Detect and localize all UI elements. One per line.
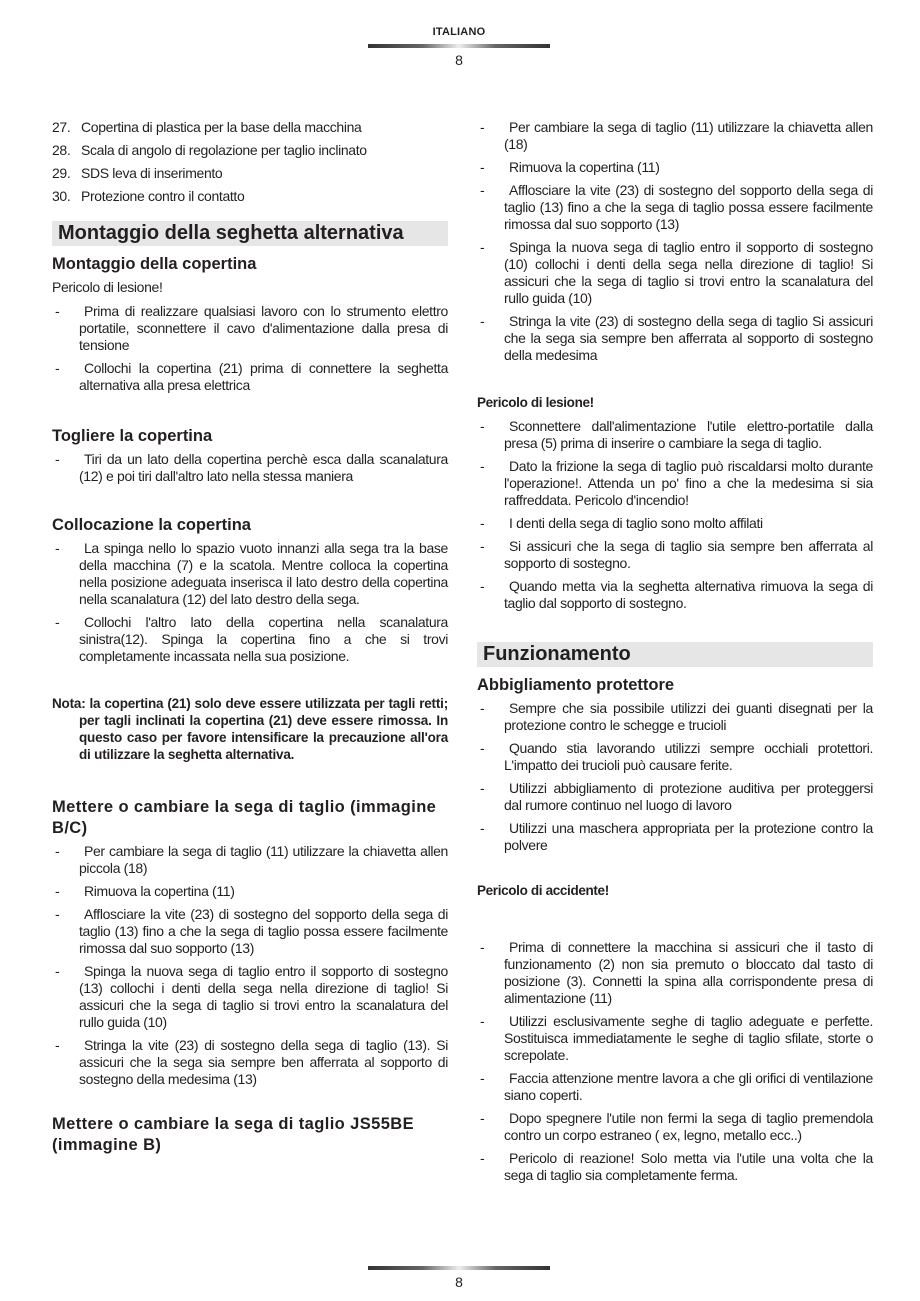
bullet-item (477, 780, 873, 814)
section-heading: Funzionamento (477, 642, 873, 667)
bullet-text: - Prima di connettere la macchina si assicuri che il tasto di funzionamento (2) non sia premuto o bloccato dal tasto di posizione (3). Connetti la spina alla corrispondente presa di alimentazione (11) (504, 939, 873, 1006)
bullet-text: - Per cambiare la sega di taglio (11) utilizzare la chiavetta allen piccola (18) (79, 843, 448, 876)
list-item-number: 29. (52, 165, 71, 181)
subsection-heading: Collocazione la copertina (52, 516, 251, 534)
bullet-text: - Collochi la copertina (21) prima di connettere la seghetta alternativa alla presa elettrica (79, 360, 448, 393)
list-item-text: Copertina di plastica per la base della macchina (81, 119, 362, 135)
bullet-text: - Dato la frizione la sega di taglio può riscaldarsi molto durante l'operazione!. Attenda un po' fino a che la medesima si sia raffreddata. Pericolo d'incendio! (504, 458, 873, 508)
bullet-text: - Sconnettere dall'alimentazione l'utile elettro-portatile dalla presa (5) prima di inserire o cambiare la sega di taglio. (504, 418, 873, 451)
bullet-item (477, 538, 873, 572)
list-item-text: Protezione contro il contatto (81, 188, 245, 204)
right-column (477, 119, 873, 1190)
bullet-text: - Sempre che sia possibile utilizzi dei guanti disegnati per la protezione contro le schegge e trucioli (504, 700, 873, 733)
header-rule (368, 44, 550, 48)
list-item (52, 142, 448, 159)
bullet-item (477, 418, 873, 452)
bullet-item (52, 883, 448, 900)
bullet-text: - Collochi l'altro lato della copertina nella scanalatura sinistra(12). Spinga la copertina fino a che si trovi completamente incassata nella sua posizione. (79, 614, 448, 664)
page-header (368, 26, 550, 68)
subsection-heading: Montaggio della copertina (52, 255, 257, 273)
bullet-text: - Dopo spegnere l'utile non fermi la sega di taglio premendola contro un corpo estraneo ( ex, legno, metallo ecc..) (504, 1110, 873, 1143)
bullet-text: - Afflosciare la vite (23) di sostegno del sopporto della sega di taglio (13) fino a che la sega di taglio possa essere facilmente rimossa dal suo sopporto (13) (504, 182, 873, 232)
bullet-text: - Utilizzi esclusivamente seghe di taglio adeguate e perfette. Sostituisca immediatamente le seghe di taglio sfilate, storte o screpolate. (504, 1013, 873, 1063)
list-item (52, 188, 448, 205)
bullet-text: - Prima di realizzare qualsiasi lavoro con lo strumento elettro portatile, sconnettere il cavo d'alimentazione dalla presa di tensione (79, 303, 448, 353)
bullet-item (477, 820, 873, 854)
subsection-heading: Mettere o cambiare la sega di taglio JS55BE (immagine B) (52, 1115, 414, 1154)
bullet-text: - Rimuova la copertina (11) (509, 159, 660, 175)
list-item-number: 28. (52, 142, 71, 158)
left-column (52, 119, 448, 1160)
bullet-item (477, 159, 873, 176)
list-item (52, 119, 448, 136)
bullet-text: - Spinga la nuova sega di taglio entro il sopporto di sostegno (13) collochi i denti della sega nella direzione di taglio! Si assicuri che la sega di taglio si trovi entro la scanalatura del rullo guida (10) (79, 963, 448, 1030)
bullet-text: - Per cambiare la sega di taglio (11) utilizzare la chiavetta allen (18) (504, 119, 873, 152)
bullet-item (52, 963, 448, 1031)
subsection-heading: Abbigliamento protettore (477, 676, 675, 694)
bullet-item (52, 303, 448, 354)
footer-rule (368, 1266, 550, 1270)
subsection-heading: Mettere o cambiare la sega di taglio (immagine B/C) (52, 798, 437, 837)
footer-page-number: 8 (455, 1274, 463, 1290)
bullet-text: - Quando metta via la seghetta alternativa rimuova la sega di taglio dal sopporto di sostegno. (504, 578, 873, 611)
bullet-item (477, 515, 873, 532)
bullet-text: - Si assicuri che la sega di taglio sia sempre ben afferrata al sopporto di sostegno. (504, 538, 873, 571)
warning-heading: Pericolo di accidente! (477, 883, 609, 898)
bullet-item (52, 614, 448, 665)
bullet-text: - Tiri da un lato della copertina perchè esca dalla scanalatura (12) e poi tiri dall'altro lato nella stessa maniera (79, 451, 448, 484)
bullet-item (477, 740, 873, 774)
bullet-text: - Faccia attenzione mentre lavora a che gli orifici di ventilazione siano coperti. (504, 1070, 873, 1103)
language-label: ITALIANO (432, 26, 486, 38)
warning-heading: Pericolo di lesione! (477, 395, 594, 410)
bullet-item (477, 1150, 873, 1184)
bullet-text: - Rimuova la copertina (11) (84, 883, 235, 899)
bullet-text: - Utilizzi una maschera appropriata per la protezione contro la polvere (504, 820, 873, 853)
bullet-item (477, 578, 873, 612)
bullet-item (477, 1110, 873, 1144)
bullet-text: - I denti della sega di taglio sono molto affilati (509, 515, 763, 531)
section-heading: Montaggio della seghetta alternativa (52, 221, 448, 246)
bullet-text: - Quando stia lavorando utilizzi sempre occhiali protettori. L'impatto dei trucioli può causare ferite. (504, 740, 873, 773)
bullet-item (477, 119, 873, 153)
bullet-text: - Stringa la vite (23) di sostegno della sega di taglio Si assicuri che la sega sia sempre ben afferrata al sopporto di sostegno della medesima (504, 313, 873, 363)
bullet-item (477, 239, 873, 307)
bullet-text: - Pericolo di reazione! Solo metta via l'utile una volta che la sega di taglio sia completamente ferma. (504, 1150, 873, 1183)
bullet-item (477, 700, 873, 734)
bullet-item (52, 540, 448, 608)
bullet-item (52, 360, 448, 394)
numbered-list (52, 119, 448, 205)
bullet-item (477, 939, 873, 1007)
bullet-item (52, 451, 448, 485)
bullet-item (52, 843, 448, 877)
header-page-number: 8 (455, 52, 463, 68)
bullet-text: - Stringa la vite (23) di sostegno della sega di taglio (13). Si assicuri che la sega sia sempre ben afferrata al sopporto di sostegno della medesima (13) (79, 1037, 448, 1087)
bullet-text: - Utilizzi abbigliamento di protezione auditiva per proteggersi dal rumore continuo nel luogo di lavoro (504, 780, 873, 813)
bullet-item (477, 313, 873, 364)
bullet-item (477, 182, 873, 233)
bullet-item (477, 458, 873, 509)
bullet-item (477, 1013, 873, 1064)
bullet-item (52, 906, 448, 957)
paragraph: Pericolo di lesione! (52, 279, 163, 295)
bullet-text: - Spinga la nuova sega di taglio entro il sopporto di sostegno (10) collochi i denti della sega nella direzione di taglio! Si assicuri che la sega di taglio si trovi entro la scanalatura del rullo guida (10) (504, 239, 873, 306)
bullet-item (52, 1037, 448, 1088)
subsection-heading: Togliere la copertina (52, 427, 213, 445)
bullet-text: - Afflosciare la vite (23) di sostegno del sopporto della sega di taglio (13) fino a che la sega di taglio possa essere facilmente rimossa dal suo sopporto (13) (79, 906, 448, 956)
list-item-text: SDS leva di inserimento (81, 165, 223, 181)
list-item-text: Scala di angolo di regolazione per taglio inclinato (81, 142, 367, 158)
bullet-text: - La spinga nello lo spazio vuoto innanzi alla sega tra la base della macchina (7) e la scatola. Mentre colloca la copertina nella posizione adeguata inserisca il lato destro della copertina nella scanalatura (12) del lato destro della sega. (79, 540, 448, 607)
list-item (52, 165, 448, 182)
page-footer (368, 1266, 550, 1290)
list-item-number: 27. (52, 119, 71, 135)
list-item-number: 30. (52, 188, 71, 204)
note-paragraph: Nota: la copertina (21) solo deve essere utilizzata per tagli retti; per tagli inclinati la copertina (21) deve essere rimossa. In questo caso per favore intensificare la precauzione all'ora di utilizzare la seghetta alternativa. (52, 696, 448, 762)
bullet-item (477, 1070, 873, 1104)
